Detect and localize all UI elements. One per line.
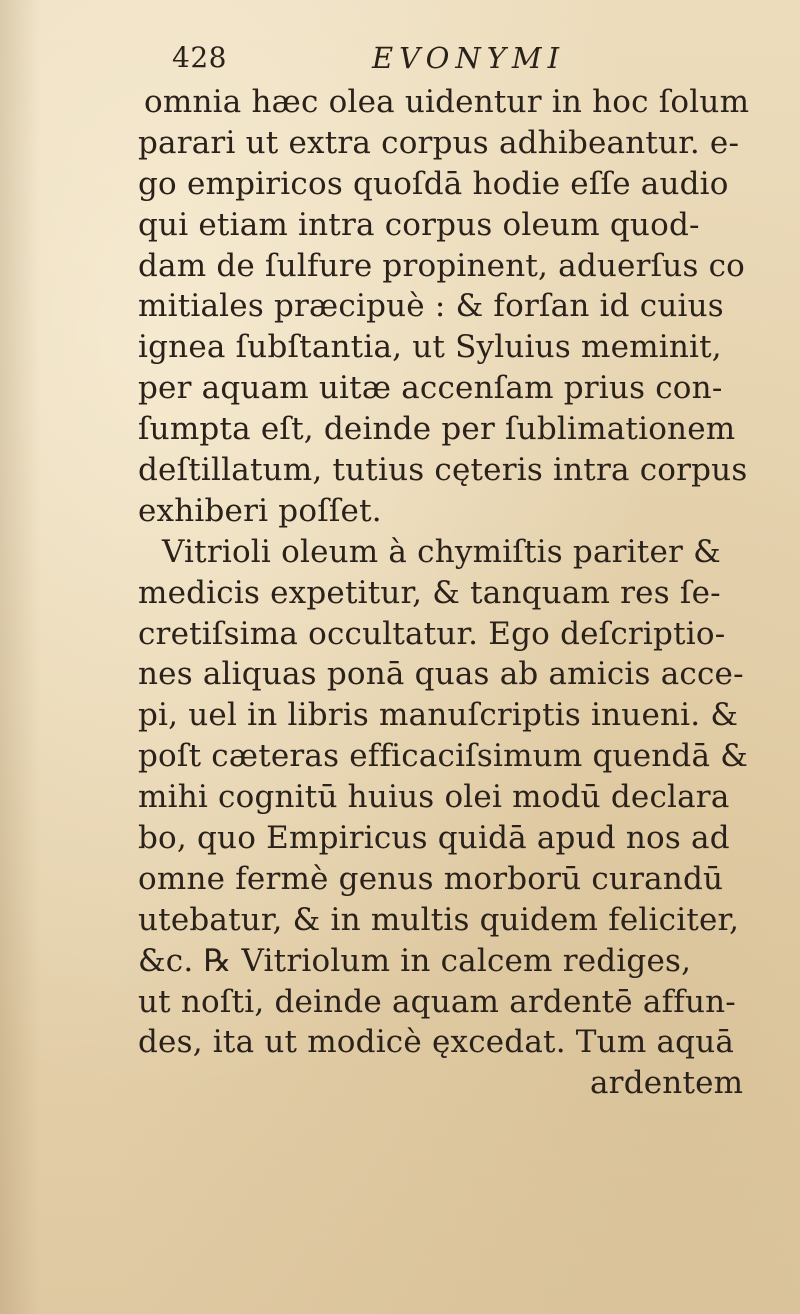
text-line: exhiberi poſſet. xyxy=(138,492,382,529)
text-line: omne fermè genus morborū curandū xyxy=(138,860,724,897)
text-line: medicis expetitur, & tanquam res ſe- xyxy=(138,574,721,611)
text-line: cretiſsima occultatur. Ego deſcriptio- xyxy=(138,615,726,652)
catchword: ardentem xyxy=(590,1065,744,1102)
text-line: parari ut extra corpus adhibeantur. e- xyxy=(138,124,740,161)
paragraph-start-line: Vitrioli oleum à chymiſtis pariter & xyxy=(162,533,721,570)
page-header xyxy=(172,36,632,80)
text-line: ſumpta eſt, deinde per ſublimationem xyxy=(138,411,736,448)
text-line: nes aliquas ponā quas ab amicis acce- xyxy=(138,656,744,693)
running-head: EVONYMI xyxy=(372,41,566,75)
text-line: mihi cognitū huius olei modū declara xyxy=(138,779,730,816)
text-line: ignea ſubſtantia, ut Syluius meminit, xyxy=(138,329,722,366)
text-line: deſtillatum, tutius cęteris intra corpus xyxy=(138,452,748,489)
text-line: omnia hæc olea uidentur in hoc ſolum xyxy=(144,84,750,120)
text-line: dam de ſulfure propinent, aduerſus co xyxy=(138,247,746,284)
text-line: per aquam uitæ accenſam prius con- xyxy=(138,370,723,407)
text-line: mitiales præcipuè : & forſan id cuius xyxy=(138,288,724,325)
text-line: go empiricos quoſdā hodie eſſe audio xyxy=(138,165,729,202)
body-text xyxy=(138,82,778,1104)
gutter-shadow xyxy=(0,0,40,1314)
text-line: des, ita ut modicè ęxcedat. Tum aquā xyxy=(138,1024,735,1061)
text-line: qui etiam intra corpus oleum quod- xyxy=(138,206,700,243)
text-line: bo, quo Empiricus quidā apud nos ad xyxy=(138,820,730,857)
text-line: ut noſti, deinde aquam ardentē affun- xyxy=(138,983,736,1020)
text-line: poſt cæteras efficaciſsimum quendā & xyxy=(138,738,748,775)
text-line: pi, uel in libris manuſcriptis inueni. & xyxy=(138,697,739,734)
text-line: utebatur, & in multis quidem feliciter, xyxy=(138,901,740,938)
text-line: &c. ℞ Vitriolum in calcem rediges, xyxy=(138,942,692,979)
page-number: 428 xyxy=(172,41,227,74)
